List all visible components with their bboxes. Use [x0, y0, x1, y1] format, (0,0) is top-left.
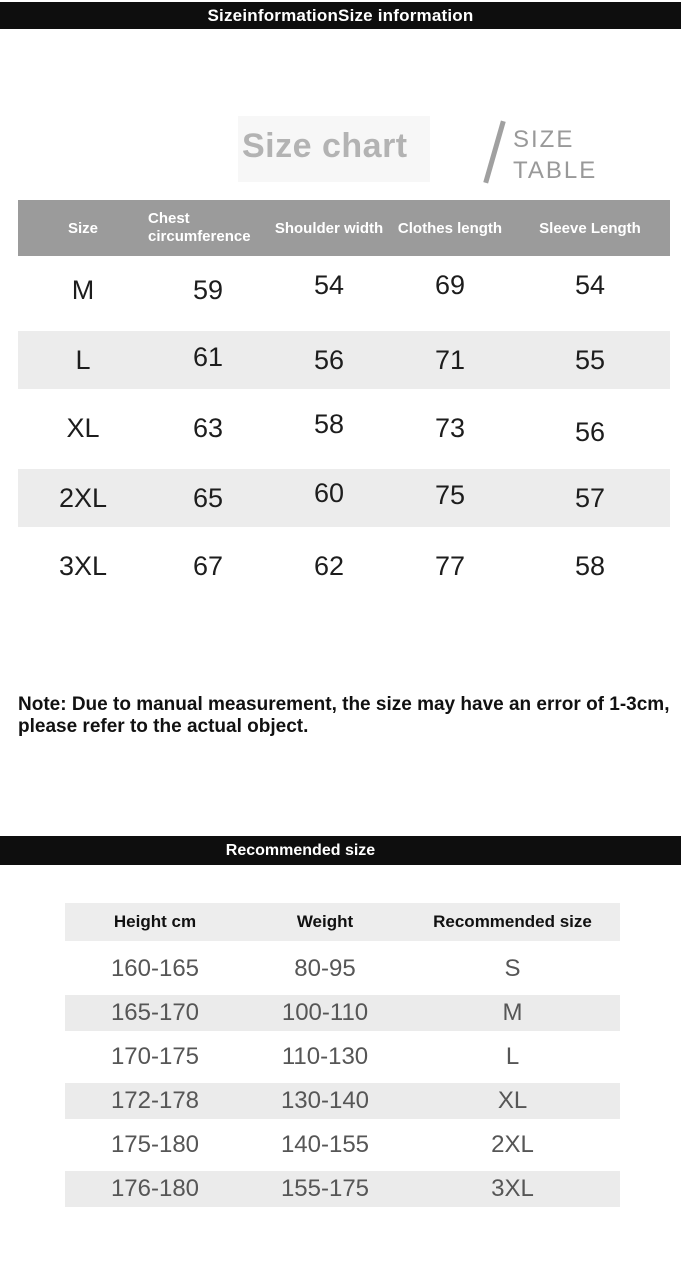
recommend-row-xl: [65, 1079, 620, 1123]
cell-size: M: [71, 275, 95, 305]
header-cell-length: Clothes length: [397, 219, 503, 237]
recommended-size-banner: [0, 836, 681, 865]
cell-chest: 63: [192, 413, 224, 443]
size-table-row-m: [18, 256, 670, 325]
cell-height: 165-170: [110, 999, 200, 1026]
cell-weight: 155-175: [280, 1175, 370, 1202]
cell-weight: 80-95: [294, 955, 356, 982]
cell-shoulder: 56: [313, 344, 345, 375]
cell-length: 73: [434, 413, 466, 443]
header-cell-recommended: Recommended size: [433, 912, 592, 931]
cell-recommended: XL: [497, 1087, 528, 1114]
cell-sleeve: 56: [574, 417, 606, 447]
measurement-note: [18, 694, 673, 738]
size-table-row-3xl: [18, 532, 670, 601]
cell-sleeve: 58: [574, 551, 606, 581]
note-line1: Note: Due to manual measurement, the size may have an error of 1-3cm,: [18, 694, 670, 715]
cell-length: 77: [434, 551, 466, 581]
size-table: [18, 200, 670, 601]
cell-height: 175-180: [110, 1131, 200, 1158]
size-table-header-row: [18, 200, 670, 256]
cell-size: 3XL: [58, 551, 108, 581]
header-cell-shoulder: Shoulder width: [274, 219, 384, 237]
cell-length: 75: [434, 479, 466, 510]
recommend-row-m: [65, 991, 620, 1035]
size-information-banner-label: SizeinformationSize information: [207, 5, 474, 25]
cell-chest: 59: [192, 275, 224, 305]
cell-shoulder: 58: [313, 409, 345, 439]
recommended-size-table: [65, 903, 620, 1211]
header-cell-chest: Chest circumference: [148, 210, 251, 245]
cell-shoulder: 54: [313, 270, 345, 300]
cell-sleeve: 55: [574, 344, 606, 375]
cell-size: 2XL: [58, 482, 108, 513]
header-cell-size: Size: [67, 219, 98, 237]
size-information-banner: [0, 2, 681, 29]
recommend-row-l: [65, 1035, 620, 1079]
cell-size: L: [75, 344, 91, 375]
cell-weight: 140-155: [280, 1131, 370, 1158]
size-table-row-l: [18, 325, 670, 394]
slash-divider-icon: [483, 121, 505, 184]
recommend-row-3xl: [65, 1167, 620, 1211]
cell-chest: 65: [192, 482, 224, 513]
cell-shoulder: 62: [313, 551, 345, 581]
recommend-table-header-row: [65, 903, 620, 941]
cell-height: 172-178: [110, 1087, 200, 1114]
header-cell-sleeve: Sleeve Length: [539, 219, 641, 237]
side-label-line2: TABLE: [513, 157, 598, 184]
cell-length: 71: [434, 344, 466, 375]
cell-recommended: 2XL: [491, 1131, 534, 1158]
cell-recommended: L: [505, 1043, 520, 1070]
cell-sleeve: 54: [574, 270, 606, 300]
cell-height: 160-165: [110, 955, 200, 982]
size-table-side-label: [513, 124, 597, 186]
cell-recommended: M: [502, 999, 523, 1026]
recommend-row-2xl: [65, 1123, 620, 1167]
recommend-row-s: [65, 947, 620, 991]
size-table-row-xl: [18, 394, 670, 463]
header-cell-weight: Weight: [296, 912, 354, 931]
cell-sleeve: 57: [574, 482, 606, 513]
cell-height: 176-180: [110, 1175, 200, 1202]
size-table-row-2xl: [18, 463, 670, 532]
cell-chest: 67: [192, 551, 224, 581]
cell-chest: 61: [192, 341, 224, 372]
size-chart-title: Size chart: [242, 127, 408, 165]
cell-size: XL: [66, 413, 100, 443]
side-label-line1: SIZE: [513, 126, 575, 153]
cell-weight: 110-130: [281, 1043, 369, 1070]
cell-weight: 100-110: [281, 999, 369, 1026]
cell-length: 69: [434, 270, 466, 300]
header-cell-height: Height cm: [113, 912, 197, 931]
cell-shoulder: 60: [313, 477, 345, 508]
cell-recommended: S: [504, 955, 521, 982]
recommended-size-banner-label: Recommended size: [225, 841, 376, 859]
cell-weight: 130-140: [280, 1087, 370, 1114]
cell-height: 170-175: [110, 1043, 200, 1070]
cell-recommended: 3XL: [491, 1175, 534, 1202]
note-line2: please refer to the actual object.: [18, 716, 309, 737]
